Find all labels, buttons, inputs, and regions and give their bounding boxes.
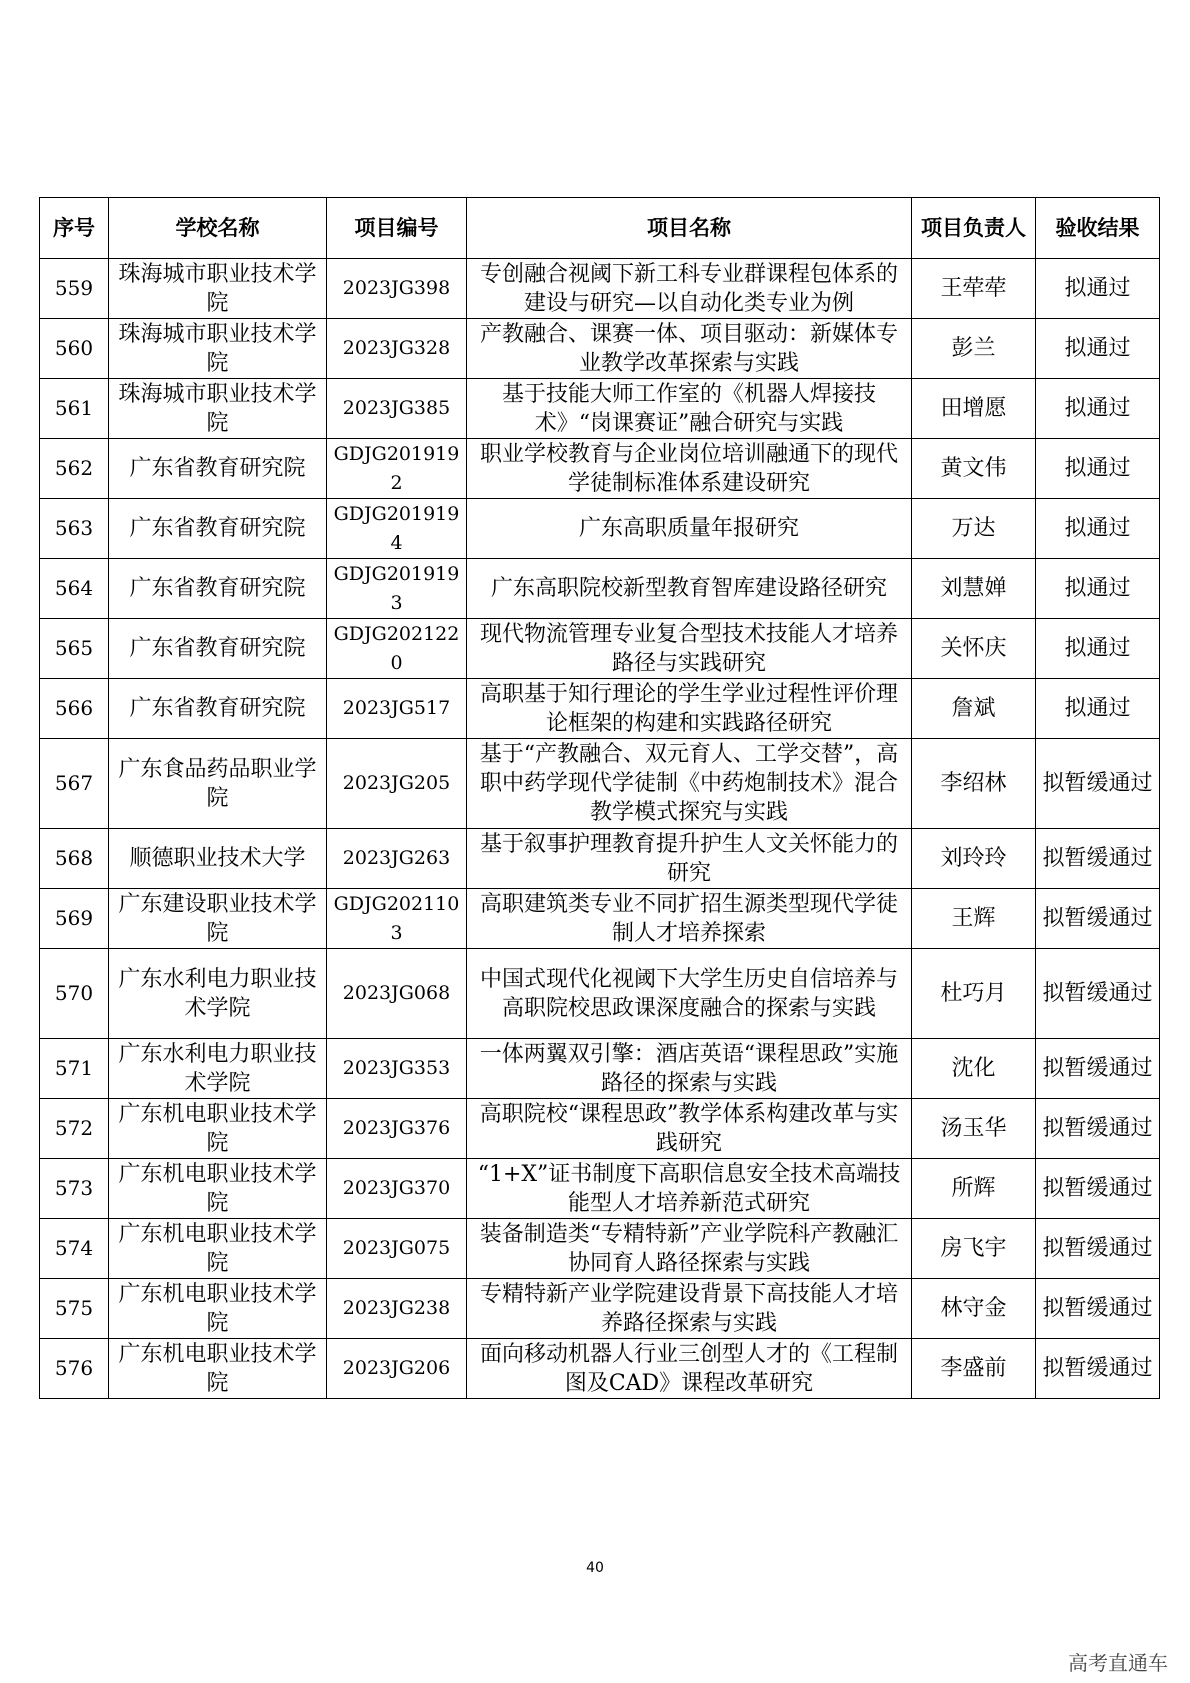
cell-project: 现代物流管理专业复合型技术技能人才培养路径与实践研究 bbox=[467, 619, 912, 679]
cell-code: 2023JG398 bbox=[327, 259, 467, 319]
cell-leader: 田增愿 bbox=[912, 379, 1036, 439]
cell-seq: 567 bbox=[40, 739, 109, 829]
header-school: 学校名称 bbox=[109, 198, 327, 259]
cell-result: 拟暂缓通过 bbox=[1036, 1219, 1160, 1279]
cell-project: 高职建筑类专业不同扩招生源类型现代学徒制人才培养探索 bbox=[467, 889, 912, 949]
cell-seq: 565 bbox=[40, 619, 109, 679]
cell-code: 2023JG205 bbox=[327, 739, 467, 829]
cell-seq: 570 bbox=[40, 949, 109, 1039]
cell-leader: 刘慧婵 bbox=[912, 559, 1036, 619]
cell-seq: 562 bbox=[40, 439, 109, 499]
table-row bbox=[40, 319, 1160, 379]
cell-result: 拟通过 bbox=[1036, 319, 1160, 379]
table-row bbox=[40, 739, 1160, 829]
cell-code: GDJG2019194 bbox=[327, 499, 467, 559]
cell-project: 高职基于知行理论的学生学业过程性评价理论框架的构建和实践路径研究 bbox=[467, 679, 912, 739]
cell-school: 广东机电职业技术学院 bbox=[109, 1219, 327, 1279]
table-row bbox=[40, 619, 1160, 679]
cell-project: 装备制造类“专精特新”产业学院科产教融汇协同育人路径探索与实践 bbox=[467, 1219, 912, 1279]
cell-seq: 564 bbox=[40, 559, 109, 619]
table-row bbox=[40, 439, 1160, 499]
cell-leader: 李盛前 bbox=[912, 1339, 1036, 1399]
cell-seq: 563 bbox=[40, 499, 109, 559]
cell-code: 2023JG068 bbox=[327, 949, 467, 1039]
table-row bbox=[40, 259, 1160, 319]
cell-school: 珠海城市职业技术学院 bbox=[109, 259, 327, 319]
cell-code: 2023JG075 bbox=[327, 1219, 467, 1279]
cell-project: 产教融合、课赛一体、项目驱动：新媒体专业教学改革探索与实践 bbox=[467, 319, 912, 379]
cell-leader: 黄文伟 bbox=[912, 439, 1036, 499]
cell-project: 面向移动机器人行业三创型人才的《工程制图及CAD》课程改革研究 bbox=[467, 1339, 912, 1399]
cell-project: 基于技能大师工作室的《机器人焊接技术》“岗课赛证”融合研究与实践 bbox=[467, 379, 912, 439]
cell-school: 广东省教育研究院 bbox=[109, 439, 327, 499]
cell-result: 拟暂缓通过 bbox=[1036, 949, 1160, 1039]
cell-code: 2023JG370 bbox=[327, 1159, 467, 1219]
header-code: 项目编号 bbox=[327, 198, 467, 259]
cell-code: GDJG2021103 bbox=[327, 889, 467, 949]
cell-school: 广东水利电力职业技术学院 bbox=[109, 1039, 327, 1099]
cell-seq: 571 bbox=[40, 1039, 109, 1099]
cell-school: 广东机电职业技术学院 bbox=[109, 1099, 327, 1159]
cell-result: 拟通过 bbox=[1036, 379, 1160, 439]
cell-code: GDJG2021220 bbox=[327, 619, 467, 679]
table-row bbox=[40, 1219, 1160, 1279]
cell-school: 广东水利电力职业技术学院 bbox=[109, 949, 327, 1039]
watermark-text: 高考直通车 bbox=[1068, 1651, 1168, 1675]
header-seq: 序号 bbox=[40, 198, 109, 259]
cell-project: 专创融合视阈下新工科专业群课程包体系的建设与研究—以自动化类专业为例 bbox=[467, 259, 912, 319]
cell-seq: 575 bbox=[40, 1279, 109, 1339]
header-leader: 项目负责人 bbox=[912, 198, 1036, 259]
cell-result: 拟暂缓通过 bbox=[1036, 829, 1160, 889]
cell-leader: 汤玉华 bbox=[912, 1099, 1036, 1159]
cell-leader: 杜巧月 bbox=[912, 949, 1036, 1039]
table-row bbox=[40, 949, 1160, 1039]
cell-school: 珠海城市职业技术学院 bbox=[109, 379, 327, 439]
header-result: 验收结果 bbox=[1036, 198, 1160, 259]
cell-leader: 关怀庆 bbox=[912, 619, 1036, 679]
table-row bbox=[40, 379, 1160, 439]
cell-code: 2023JG385 bbox=[327, 379, 467, 439]
cell-code: 2023JG353 bbox=[327, 1039, 467, 1099]
cell-code: 2023JG238 bbox=[327, 1279, 467, 1339]
cell-school: 广东机电职业技术学院 bbox=[109, 1279, 327, 1339]
cell-project: 专精特新产业学院建设背景下高技能人才培养路径探索与实践 bbox=[467, 1279, 912, 1339]
cell-leader: 沈化 bbox=[912, 1039, 1036, 1099]
cell-project: 高职院校“课程思政”教学体系构建改革与实践研究 bbox=[467, 1099, 912, 1159]
cell-code: 2023JG263 bbox=[327, 829, 467, 889]
cell-seq: 576 bbox=[40, 1339, 109, 1399]
table-row bbox=[40, 679, 1160, 739]
cell-code: 2023JG517 bbox=[327, 679, 467, 739]
table-row bbox=[40, 1159, 1160, 1219]
table-row bbox=[40, 1339, 1160, 1399]
table-header-row bbox=[40, 198, 1160, 259]
cell-result: 拟暂缓通过 bbox=[1036, 1039, 1160, 1099]
cell-result: 拟暂缓通过 bbox=[1036, 1279, 1160, 1339]
cell-project: 中国式现代化视阈下大学生历史自信培养与高职院校思政课深度融合的探索与实践 bbox=[467, 949, 912, 1039]
cell-seq: 568 bbox=[40, 829, 109, 889]
cell-project: 基于叙事护理教育提升护生人文关怀能力的研究 bbox=[467, 829, 912, 889]
table-body bbox=[40, 259, 1160, 1399]
table-row bbox=[40, 1039, 1160, 1099]
table-row bbox=[40, 559, 1160, 619]
cell-seq: 572 bbox=[40, 1099, 109, 1159]
cell-result: 拟通过 bbox=[1036, 559, 1160, 619]
cell-code: 2023JG328 bbox=[327, 319, 467, 379]
cell-result: 拟通过 bbox=[1036, 619, 1160, 679]
header-project: 项目名称 bbox=[467, 198, 912, 259]
cell-code: 2023JG376 bbox=[327, 1099, 467, 1159]
cell-result: 拟通过 bbox=[1036, 439, 1160, 499]
table-row bbox=[40, 1279, 1160, 1339]
page-number: 40 bbox=[586, 1560, 604, 1576]
cell-school: 珠海城市职业技术学院 bbox=[109, 319, 327, 379]
cell-leader: 万达 bbox=[912, 499, 1036, 559]
cell-school: 广东建设职业技术学院 bbox=[109, 889, 327, 949]
cell-project: 广东高职质量年报研究 bbox=[467, 499, 912, 559]
cell-result: 拟通过 bbox=[1036, 259, 1160, 319]
cell-seq: 573 bbox=[40, 1159, 109, 1219]
cell-project: 基于“产教融合、双元育人、工学交替”，高职中药学现代学徒制《中药炮制技术》混合教学模式探究与实践 bbox=[467, 739, 912, 829]
cell-result: 拟通过 bbox=[1036, 679, 1160, 739]
cell-leader: 詹斌 bbox=[912, 679, 1036, 739]
cell-school: 广东省教育研究院 bbox=[109, 679, 327, 739]
cell-seq: 569 bbox=[40, 889, 109, 949]
cell-leader: 彭兰 bbox=[912, 319, 1036, 379]
cell-project: 一体两翼双引擎：酒店英语“课程思政”实施路径的探索与实践 bbox=[467, 1039, 912, 1099]
table-row bbox=[40, 889, 1160, 949]
cell-leader: 房飞宇 bbox=[912, 1219, 1036, 1279]
cell-code: GDJG2019193 bbox=[327, 559, 467, 619]
cell-seq: 560 bbox=[40, 319, 109, 379]
cell-result: 拟暂缓通过 bbox=[1036, 1159, 1160, 1219]
cell-leader: 林守金 bbox=[912, 1279, 1036, 1339]
cell-project: “1+X”证书制度下高职信息安全技术高端技能型人才培养新范式研究 bbox=[467, 1159, 912, 1219]
cell-leader: 王荦荦 bbox=[912, 259, 1036, 319]
cell-school: 广东食品药品职业学院 bbox=[109, 739, 327, 829]
cell-school: 广东机电职业技术学院 bbox=[109, 1339, 327, 1399]
cell-result: 拟暂缓通过 bbox=[1036, 739, 1160, 829]
cell-result: 拟暂缓通过 bbox=[1036, 1099, 1160, 1159]
cell-code: GDJG2019192 bbox=[327, 439, 467, 499]
cell-seq: 559 bbox=[40, 259, 109, 319]
cell-seq: 566 bbox=[40, 679, 109, 739]
cell-seq: 561 bbox=[40, 379, 109, 439]
cell-leader: 王辉 bbox=[912, 889, 1036, 949]
cell-code: 2023JG206 bbox=[327, 1339, 467, 1399]
cell-leader: 刘玲玲 bbox=[912, 829, 1036, 889]
cell-school: 广东省教育研究院 bbox=[109, 619, 327, 679]
cell-school: 广东机电职业技术学院 bbox=[109, 1159, 327, 1219]
cell-school: 广东省教育研究院 bbox=[109, 499, 327, 559]
cell-result: 拟通过 bbox=[1036, 499, 1160, 559]
cell-school: 广东省教育研究院 bbox=[109, 559, 327, 619]
cell-school: 顺德职业技术大学 bbox=[109, 829, 327, 889]
cell-project: 广东高职院校新型教育智库建设路径研究 bbox=[467, 559, 912, 619]
cell-seq: 574 bbox=[40, 1219, 109, 1279]
cell-leader: 所辉 bbox=[912, 1159, 1036, 1219]
acceptance-results-table bbox=[39, 197, 1160, 1399]
cell-project: 职业学校教育与企业岗位培训融通下的现代学徒制标准体系建设研究 bbox=[467, 439, 912, 499]
table-row bbox=[40, 499, 1160, 559]
cell-leader: 李绍林 bbox=[912, 739, 1036, 829]
cell-result: 拟暂缓通过 bbox=[1036, 889, 1160, 949]
cell-result: 拟暂缓通过 bbox=[1036, 1339, 1160, 1399]
table-row bbox=[40, 829, 1160, 889]
table-row bbox=[40, 1099, 1160, 1159]
